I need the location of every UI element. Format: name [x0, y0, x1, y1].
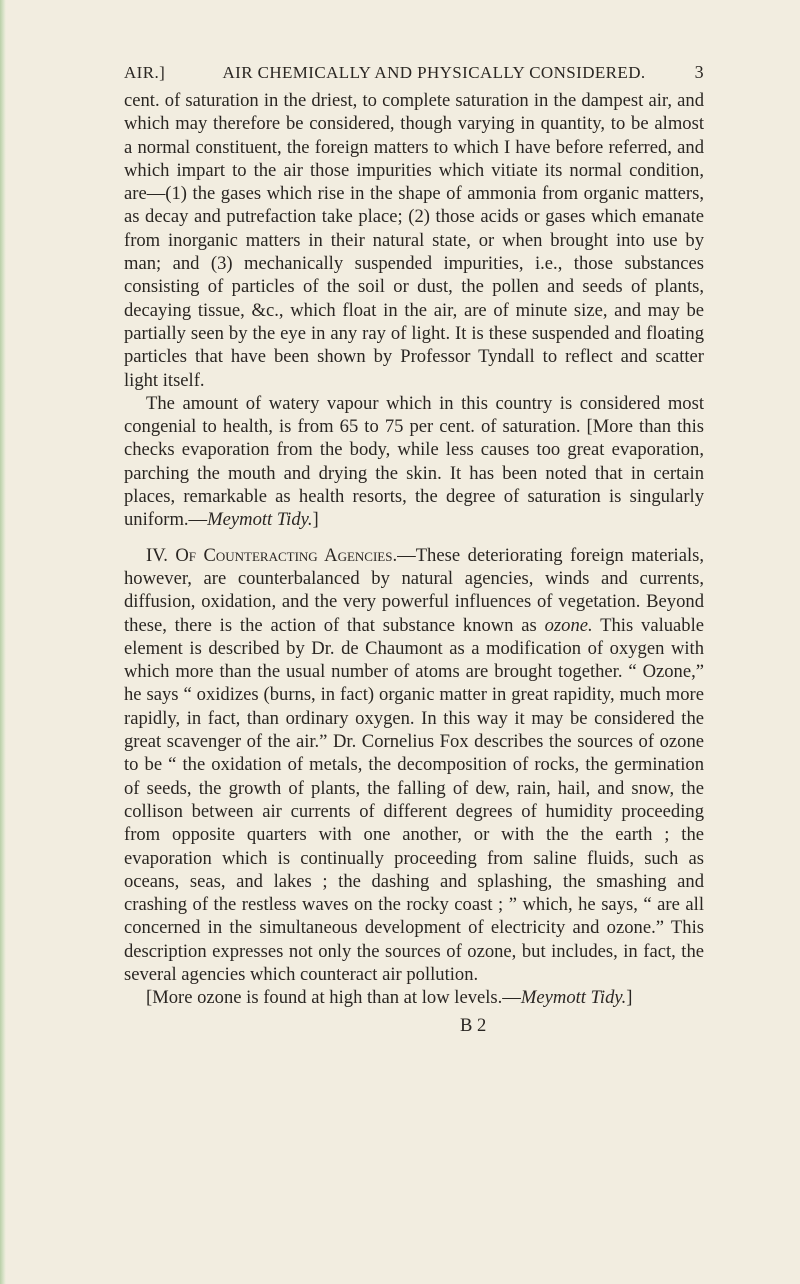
running-head-title: AIR CHEMICALLY AND PHYSICALLY CONSIDERED.: [222, 63, 646, 82]
document-page: [124, 62, 704, 1037]
section-heading-counteracting-agencies: IV. Of Counteracting Agencies.: [146, 544, 398, 566]
term-ozone: ozone.: [544, 614, 593, 636]
paragraph-ozone-levels-text: [More ozone is found at high than at low levels.—: [146, 987, 521, 1009]
paragraph-counteracting-agencies: [124, 544, 704, 987]
attribution-meymott-tidy-1: Meymott Tidy.: [207, 509, 313, 531]
paragraph-ozone-levels: [124, 986, 704, 1009]
page-number: 3: [694, 62, 704, 82]
book-spine-edge: [0, 0, 6, 1284]
attribution-meymott-tidy-2: Meymott Tidy.: [520, 987, 627, 1009]
bracket-close-1: ]: [312, 509, 319, 531]
paragraph-watery-vapour-text: The amount of watery vapour which in this country is considered most congenial to health, is from 65 to 75 per cent. of saturation. [More than this checks evaporation from the body, while less causes too great evaporation, parching the mouth and drying the skin. It has been noted that in certain places, remarkable as health resorts, the degree of saturation is singularly uniform.—: [124, 392, 704, 531]
running-head-section: AIR.]: [124, 63, 166, 82]
paragraph-saturation-impurities: cent. of saturation in the driest, to complete saturation in the dampest air, and which may therefore be considered, though varying in quantity, to be almost a normal constituent, the foreign matters to which I have before referred, and which impart to the air those impurities which vitiate its normal condition, are—(1) the gases which rise in the shape of ammonia from organic matters, as decay and putrefaction take place; (2) those acids or gases which emanate from inorganic matters in their natural state, or when brought into use by man; and (3) mechanically suspended impurities, i.e., those substances consisting of particles of the soil or dust, the pollen and seeds of plants, decaying tissue, &c., which float in the air, are of minute size, and may be partially seen by the eye in any ray of light. It is these suspended and floating particles that have been shown by Professor Tyndall to reflect and scatter light itself.: [124, 90, 704, 391]
paragraph-watery-vapour: [124, 392, 704, 532]
bracket-close-2: ]: [626, 987, 633, 1009]
paragraph-counteracting-text-b: This valuable element is described by Dr. de Chaumont as a modification of oxygen with which more than the usual number of atoms are brought together. “ Ozone,” he says “ oxidizes (burns, in fact) organic matter in great rapidity, much more rapidly, in fact, than ordinary oxygen. In this way it may be considered the great scavenger of the air.” Dr. Cornelius Fox describes the sources of ozone to be “ the oxidation of metals, the decomposition of rocks, the germination of seeds, the growth of plants, the falling of dew, rain, hail, and snow, the collison between air currents of different degrees of humidity proceeding from opposite quarters with one another, or with the the earth ; the evaporation which is continually proceeding from saline fluids, such as oceans, seas, and lakes ; the dashing and splashing, the smashing and crashing of the restless waves on the rocky coast ; ” which, he says, “ are all concerned in the simultaneous development of electricity and ozone.” This description expresses not only the sources of ozone, but includes, in fact, the several agencies which counteract air pollution.: [124, 614, 704, 985]
signature-mark: B 2: [460, 1014, 487, 1036]
paragraph-counteracting-text-a: —These deteriorating foreign materials, however, are counterbalanced by natural agencies, winds and currents, diffusion, oxidation, and the very powerful influences of vegetation. Beyond these, there is the action of that substance known as: [124, 544, 704, 636]
running-head: [124, 62, 704, 83]
